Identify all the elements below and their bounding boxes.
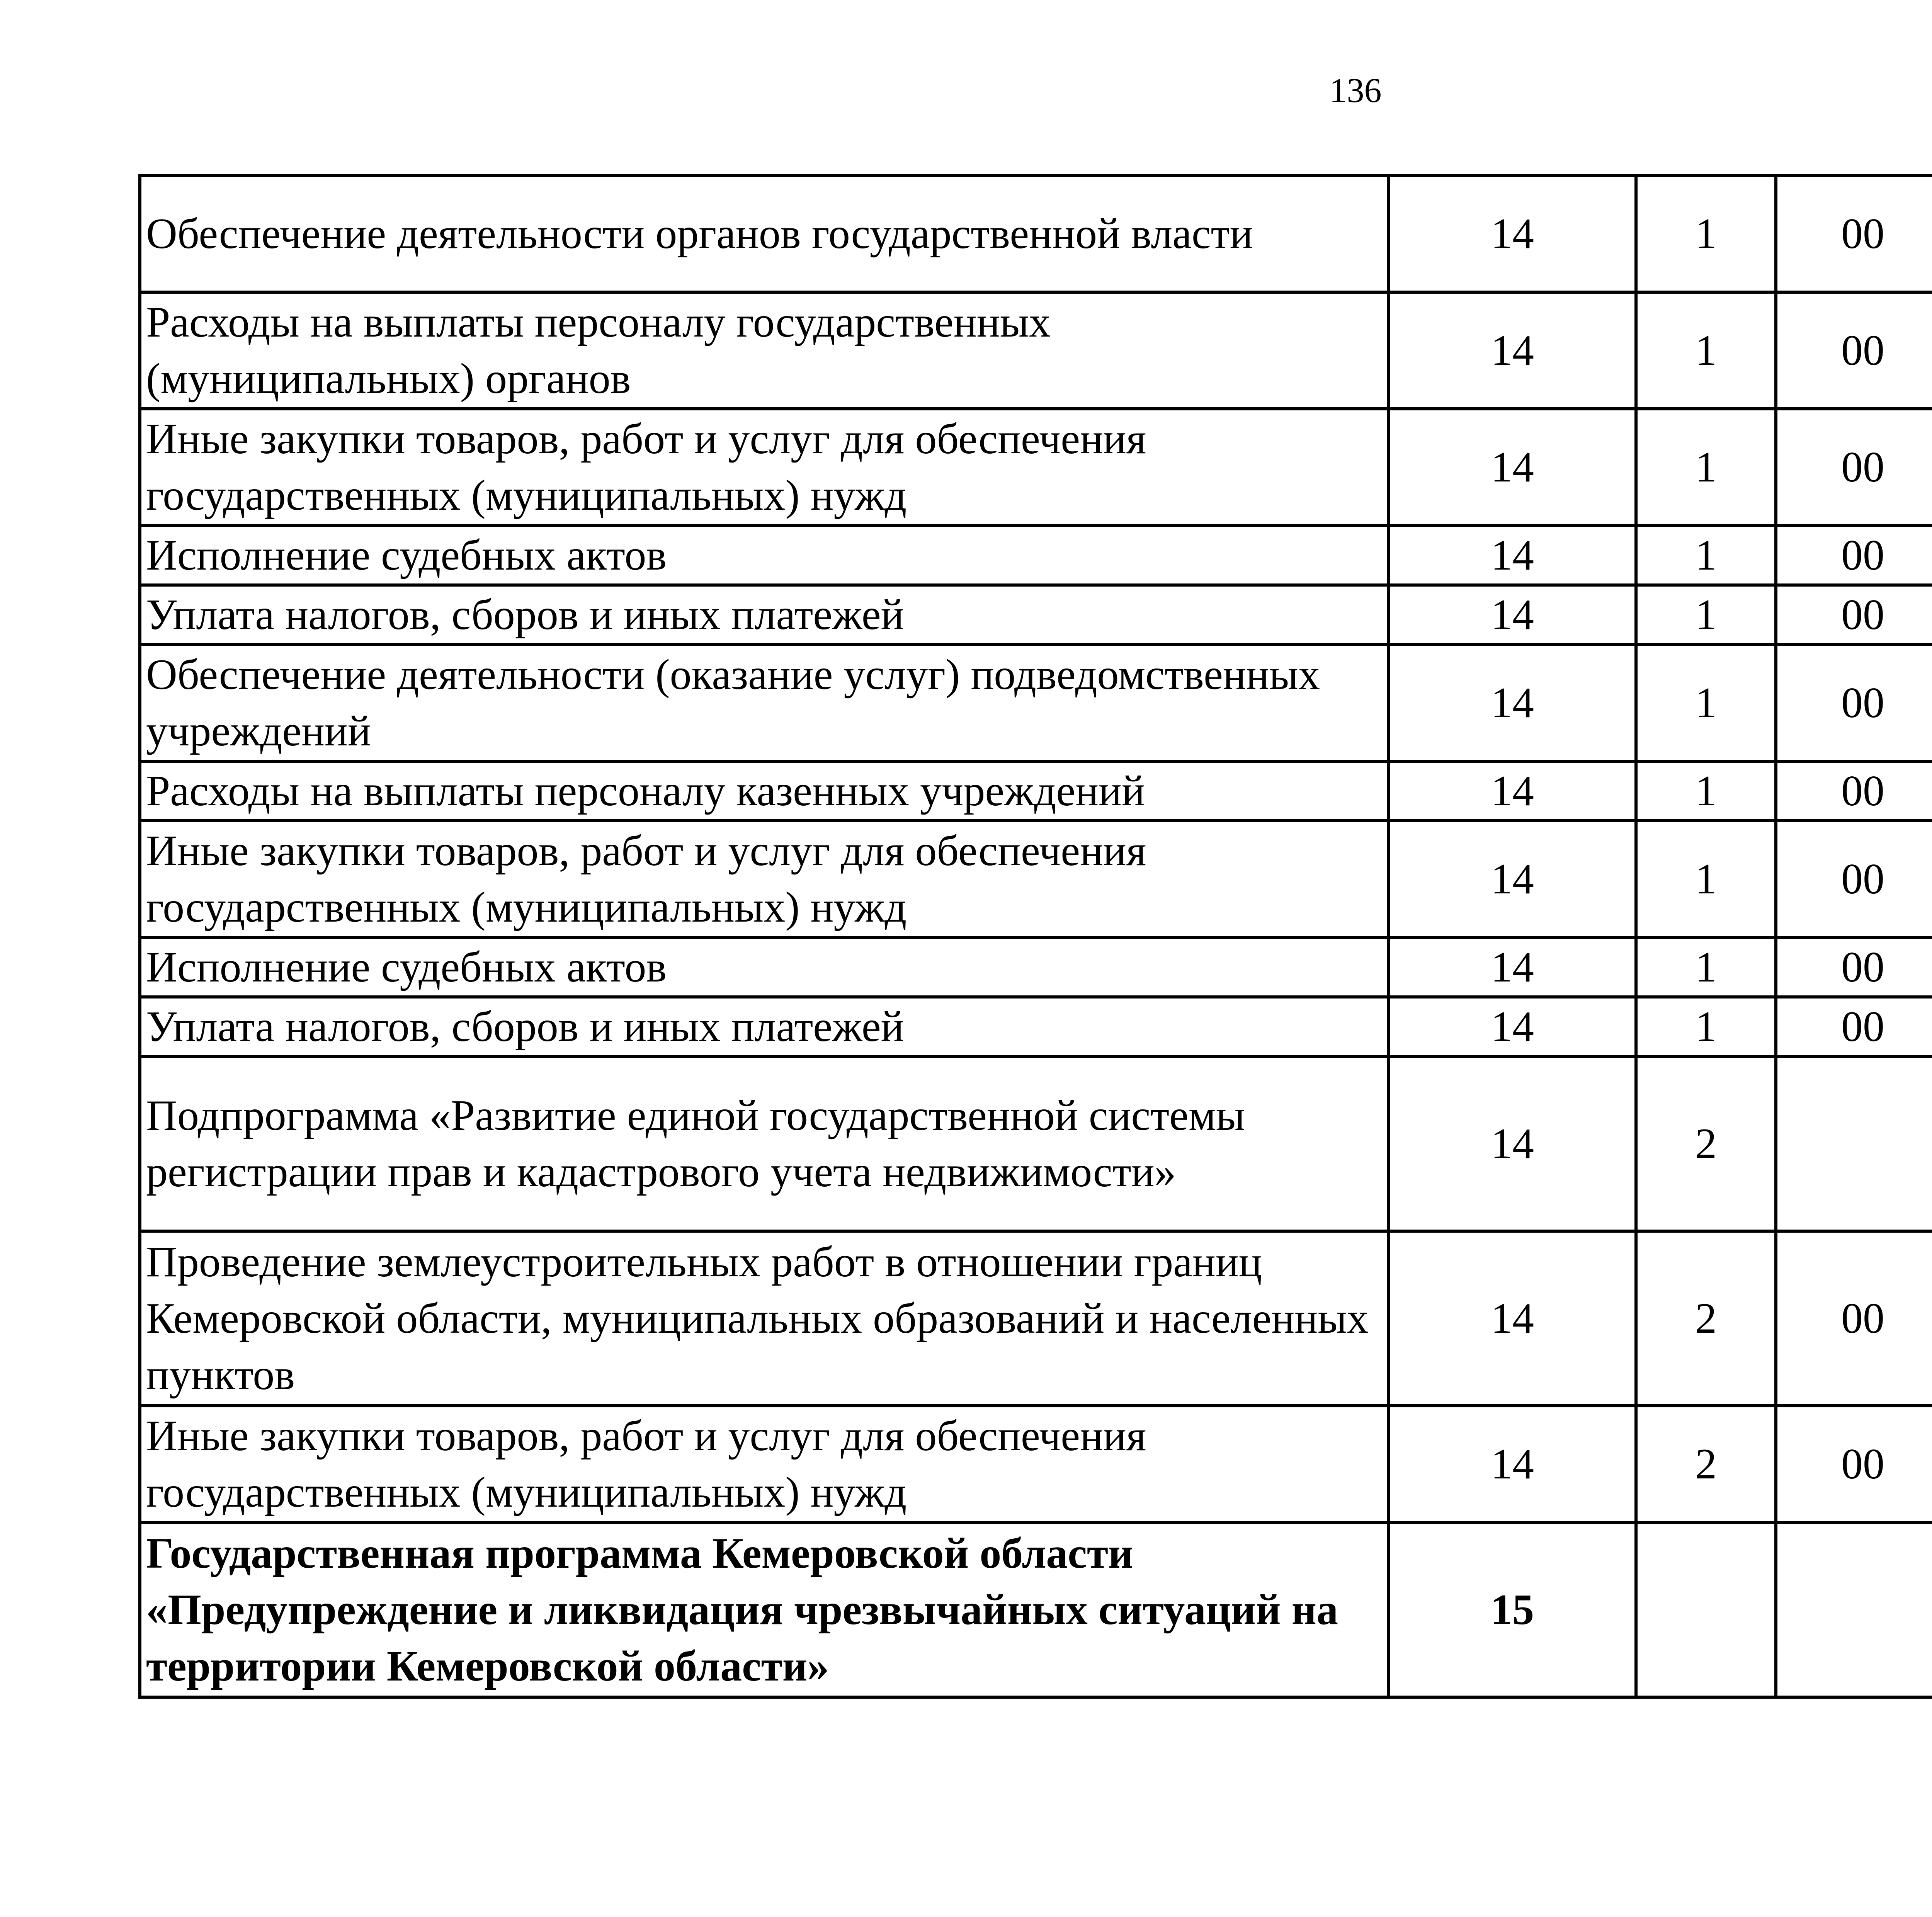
cell-subprogram: 1 [1636,821,1776,937]
row-name: Проведение землеустроительных работ в отношении границ Кемеровской области, муниципальных образований и населенных пунктов [140,1231,1389,1406]
cell-subprogram: 2 [1636,1231,1776,1406]
table-row [140,761,1932,821]
cell-section: 14 [1389,175,1636,292]
cell-section: 14 [1389,645,1636,761]
row-name: Иные закупки товаров, работ и услуг для обеспечения государственных (муниципальных) нужд [140,409,1389,526]
row-name: Иные закупки товаров, работ и услуг для обеспечения государственных (муниципальных) нужд [140,821,1389,937]
cell-subprogram: 1 [1636,761,1776,821]
row-name: Государственная программа Кемеровской области «Предупреждение и ликвидация чрезвычайных ситуаций на территории Кемеровской области» [140,1522,1389,1697]
row-name: Уплата налогов, сборов и иных платежей [140,997,1389,1056]
cell-code [1776,1056,1932,1231]
cell-subprogram: 1 [1636,526,1776,585]
cell-subprogram: 1 [1636,409,1776,526]
table-row [140,997,1932,1056]
cell-subprogram: 1 [1636,585,1776,645]
cell-section: 14 [1389,1231,1636,1406]
table-row [140,292,1932,409]
cell-section: 14 [1389,1056,1636,1231]
cell-section: 14 [1389,585,1636,645]
cell-subprogram: 1 [1636,937,1776,997]
table-row-program-total [140,1522,1932,1697]
table-row [140,409,1932,526]
row-name: Исполнение судебных актов [140,937,1389,997]
page-number: 136 [1329,71,1382,110]
table-row [140,937,1932,997]
cell-code: 00 [1776,821,1932,937]
cell-section: 14 [1389,937,1636,997]
row-name: Исполнение судебных актов [140,526,1389,585]
row-name: Подпрограмма «Развитие единой государственной системы регистрации прав и кадастрового учета недвижимости» [140,1056,1389,1231]
table-row [140,821,1932,937]
cell-subprogram: 2 [1636,1056,1776,1231]
table-row [140,585,1932,645]
table-row [140,175,1932,292]
table-row [140,645,1932,761]
cell-section: 14 [1389,1406,1636,1522]
cell-code: 00 [1776,997,1932,1056]
cell-section: 14 [1389,761,1636,821]
budget-table [138,174,1932,1699]
cell-code: 00 [1776,526,1932,585]
table-row [140,1231,1932,1406]
cell-subprogram: 1 [1636,645,1776,761]
row-name: Уплата налогов, сборов и иных платежей [140,585,1389,645]
cell-subprogram: 1 [1636,175,1776,292]
table-row [140,1056,1932,1231]
cell-section: 14 [1389,997,1636,1056]
row-name: Обеспечение деятельности органов государственной власти [140,175,1389,292]
row-name: Расходы на выплаты персоналу государственных (муниципальных) органов [140,292,1389,409]
row-name: Иные закупки товаров, работ и услуг для обеспечения государственных (муниципальных) нужд [140,1406,1389,1522]
cell-subprogram [1636,1522,1776,1697]
cell-section: 14 [1389,409,1636,526]
cell-code: 00 [1776,1231,1932,1406]
cell-code [1776,1522,1932,1697]
cell-section: 15 [1389,1522,1636,1697]
table-row [140,526,1932,585]
table-row [140,1406,1932,1522]
cell-section: 14 [1389,292,1636,409]
row-name: Расходы на выплаты персоналу казенных учреждений [140,761,1389,821]
cell-section: 14 [1389,526,1636,585]
cell-code: 00 [1776,175,1932,292]
cell-code: 00 [1776,1406,1932,1522]
cell-code: 00 [1776,645,1932,761]
cell-subprogram: 2 [1636,1406,1776,1522]
cell-subprogram: 1 [1636,997,1776,1056]
cell-code: 00 [1776,585,1932,645]
cell-subprogram: 1 [1636,292,1776,409]
row-name: Обеспечение деятельности (оказание услуг) подведомственных учреждений [140,645,1389,761]
cell-section: 14 [1389,821,1636,937]
cell-code: 00 [1776,937,1932,997]
cell-code: 00 [1776,761,1932,821]
cell-code: 00 [1776,292,1932,409]
cell-code: 00 [1776,409,1932,526]
